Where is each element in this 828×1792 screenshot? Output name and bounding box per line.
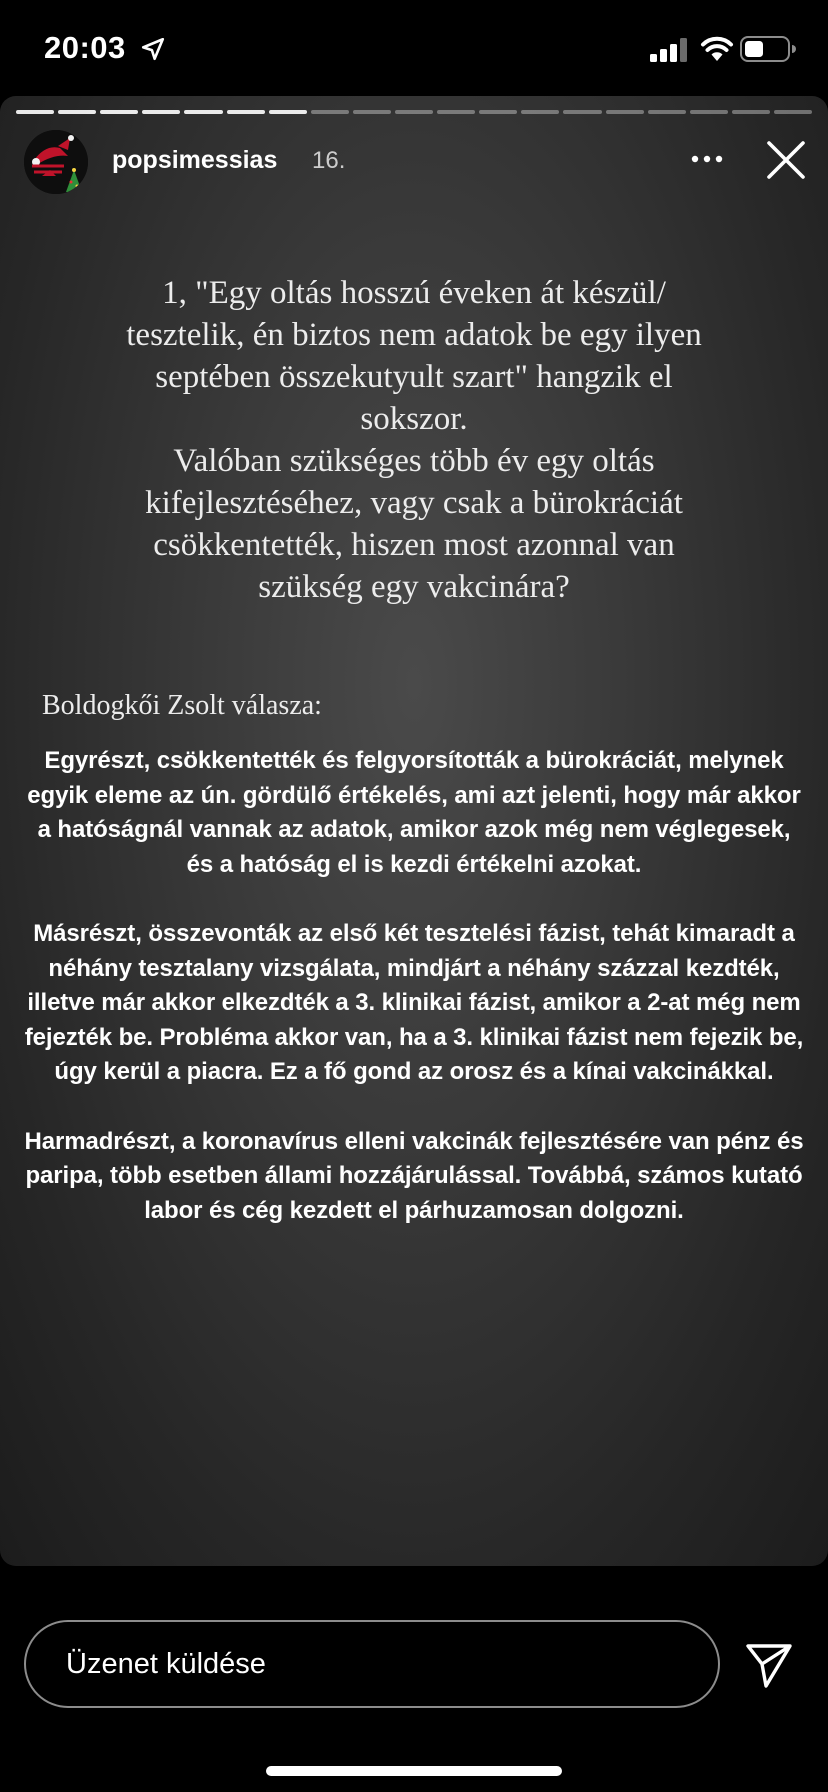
progress-segment <box>437 110 475 114</box>
answer-paragraph-3: Harmadrészt, a koronavírus elleni vakcinák fejlesztésére van pénz és paripa, több esetben állami hozzájárulással. Továbbá, számos kutató labor és cég kezdett el párhuzamosan dolgozni. <box>24 1127 804 1224</box>
progress-segment <box>648 110 686 114</box>
progress-segment <box>311 110 349 114</box>
avatar[interactable] <box>24 130 88 194</box>
progress-segment <box>227 110 265 114</box>
send-paper-plane-icon[interactable] <box>744 1640 794 1690</box>
wifi-icon <box>700 34 734 62</box>
progress-segment <box>690 110 728 114</box>
progress-segment <box>732 110 770 114</box>
progress-segment <box>100 110 138 114</box>
story-progress-bar <box>16 110 812 114</box>
home-indicator <box>266 1766 562 1776</box>
progress-segment <box>774 110 812 114</box>
answer-label: Boldogkői Zsolt válasza: <box>42 690 322 721</box>
progress-segment <box>353 110 391 114</box>
answer-paragraph-2: Másrészt, összevonták az első két tesztelési fázist, tehát kimaradt a néhány tesztalany vizsgálata, mindjárt a néhány százzal kezdték, illetve már akkor elkezdték a 3. klinikai fázist, amikor a 2-at még nem fejezték be. Probléma akkor van, ha a 3. klinikai fázist nem fejezik be, úgy kerül a piacra. Ez a fő gond az orosz és a kínai vakcinákkal. <box>24 920 804 1085</box>
progress-segment <box>479 110 517 114</box>
progress-segment <box>184 110 222 114</box>
progress-segment <box>269 110 307 114</box>
answer-paragraph-1: Egyrészt, csökkentették és felgyorsították a bürokráciát, melynek egyik eleme az ún. gördülő értékelés, ami azt jelenti, hogy már akkor a hatóságnál vannak az adatok, amikor azok még nem véglegesek, és a hatóság el is kezdi értékelni azokat. <box>27 747 801 878</box>
progress-segment <box>606 110 644 114</box>
cellular-signal-icon <box>650 38 690 62</box>
battery-icon <box>740 36 796 62</box>
answer-paragraphs <box>22 744 806 1263</box>
close-icon[interactable] <box>766 140 806 180</box>
progress-segment <box>16 110 54 114</box>
more-horizontal-icon[interactable] <box>690 154 724 164</box>
location-arrow-icon <box>140 36 166 62</box>
status-bar <box>0 0 828 96</box>
message-input[interactable] <box>24 1620 720 1708</box>
progress-segment <box>521 110 559 114</box>
story-time-ago: 16. <box>312 147 346 174</box>
progress-segment <box>563 110 601 114</box>
progress-segment <box>58 110 96 114</box>
avatar-santa-icon <box>24 130 88 194</box>
progress-segment <box>142 110 180 114</box>
story-card[interactable] <box>0 96 828 1566</box>
question-text: 1, "Egy oltás hosszú éveken át készül/ tesztelik, én biztos nem adatok be egy ilyen septében összekutyult szart" hangzik el sokszor. Valóban szükséges több év egy oltás kifejlesztéséhez, vagy csak a bürokráciát csökkentették, hiszen most azonnal van szükség egy vakcinára? <box>126 275 702 605</box>
story-username[interactable]: popsimessias <box>112 146 278 174</box>
status-time: 20:03 <box>44 30 126 65</box>
progress-segment <box>395 110 433 114</box>
